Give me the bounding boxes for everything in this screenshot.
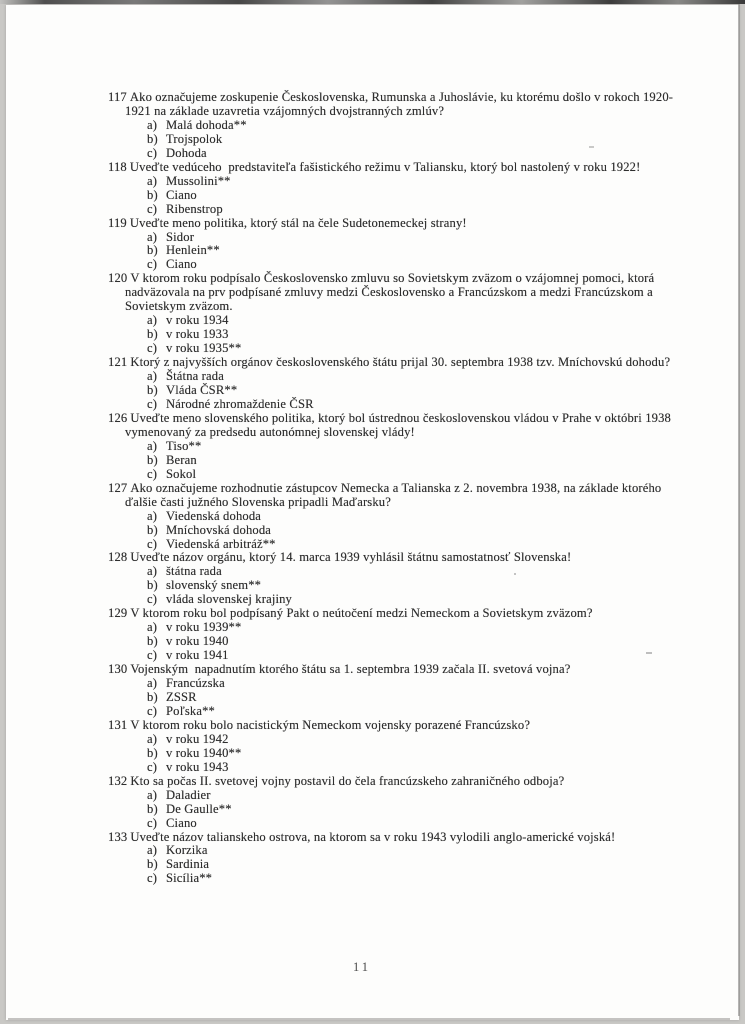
option-letter: b)	[147, 801, 158, 816]
question-line	[108, 831, 733, 845]
option-text: v roku 1935**	[166, 341, 242, 356]
option-row	[108, 733, 733, 747]
option-text: Francúzska	[166, 676, 225, 691]
option-text: v roku 1941	[166, 648, 229, 663]
option-text: Poľska**	[166, 703, 215, 718]
option-letter: c)	[147, 648, 158, 663]
question-item	[108, 272, 733, 356]
option-text: Ciano	[166, 815, 197, 830]
option-letter: a)	[147, 438, 158, 453]
option-row	[108, 761, 733, 775]
option-row	[108, 858, 733, 872]
question-number: 133	[108, 829, 128, 844]
option-letter: c)	[147, 257, 158, 272]
option-letter: b)	[147, 327, 158, 342]
question-number: 118	[108, 159, 127, 174]
page-number: 11	[353, 960, 372, 974]
option-text: v roku 1934	[166, 313, 229, 328]
option-row	[108, 872, 733, 886]
question-line-continuation: vymenovaný za predsedu autonómnej slovenskej vlády!	[125, 424, 415, 439]
question-line	[108, 482, 733, 496]
option-letter: a)	[147, 620, 158, 635]
option-row	[108, 621, 733, 635]
question-line	[108, 719, 733, 733]
question-text: Ako označujeme rozhodnutie zástupcov Nemecka a Talianska z 2. novembra 1938, na základe ktorého	[130, 480, 662, 495]
question-text: Uveďte meno slovenského politika, ktorý bol ústrednou československou vládou v Prahe v októbri 1938	[130, 410, 672, 425]
question-number: 132	[108, 773, 128, 788]
question-line-continuation: Sovietskym zväzom.	[125, 299, 233, 314]
option-letter: b)	[147, 187, 158, 202]
option-text: ZSSR	[166, 689, 197, 704]
question-line-continuation: 1921 na základe uzavretia vzájomných dvojstranných zmlúv?	[125, 103, 445, 118]
option-row	[108, 231, 733, 245]
question-line	[108, 607, 733, 621]
option-row	[108, 133, 733, 147]
option-text: De Gaulle**	[166, 801, 232, 816]
paper	[6, 5, 739, 1020]
question-text: V ktorom roku bolo nacistickým Nemeckom vojensky porazené Francúzsko?	[130, 717, 531, 732]
option-row	[108, 342, 733, 356]
scan-edge-top	[0, 0, 745, 4]
option-letter: a)	[147, 117, 158, 132]
option-letter: c)	[147, 815, 158, 830]
option-row	[108, 468, 733, 482]
option-letter: c)	[147, 396, 158, 411]
question-item	[108, 356, 733, 412]
option-row	[108, 328, 733, 342]
option-row	[108, 314, 733, 328]
option-letter: a)	[147, 313, 158, 328]
option-text: Viedenská dohoda	[166, 508, 262, 523]
scan-speck	[514, 573, 516, 575]
question-line	[108, 551, 733, 565]
option-row	[108, 691, 733, 705]
option-text: Malá dohoda**	[166, 117, 247, 132]
option-text: Ciano	[166, 257, 197, 272]
question-text: Vojenským napadnutím ktorého štátu sa 1. septembra 1939 začala II. svetová vojna?	[130, 662, 571, 677]
question-line	[108, 412, 733, 426]
option-letter: c)	[147, 341, 158, 356]
option-letter: b)	[147, 383, 158, 398]
question-number: 126	[108, 410, 128, 425]
question-line	[108, 217, 733, 231]
option-text: Mníchovská dohoda	[166, 522, 272, 537]
question-number: 129	[108, 606, 128, 621]
question-item	[108, 831, 733, 887]
question-line	[108, 161, 733, 175]
option-text: v roku 1939**	[166, 620, 242, 635]
option-row	[108, 817, 733, 831]
option-letter: c)	[147, 759, 158, 774]
option-letter: a)	[147, 843, 158, 858]
option-letter: b)	[147, 452, 158, 467]
option-letter: a)	[147, 229, 158, 244]
option-text: v roku 1943	[166, 759, 229, 774]
scan-edge-right	[738, 4, 740, 1016]
question-number: 128	[108, 550, 128, 565]
option-text: Dohoda	[166, 145, 207, 160]
option-text: Ribenstrop	[166, 201, 223, 216]
option-letter: c)	[147, 145, 158, 160]
option-letter: c)	[147, 703, 158, 718]
option-letter: a)	[147, 564, 158, 579]
question-number: 120	[108, 271, 128, 286]
option-text: Štátna rada	[166, 369, 224, 384]
question-number: 131	[108, 717, 128, 732]
question-text: Uveďte názov orgánu, ktorý 14. marca 1939 vyhlásil štátnu samostatnosť Slovenska!	[130, 550, 572, 565]
option-text: Daladier	[166, 787, 211, 802]
option-row	[108, 565, 733, 579]
option-text: v roku 1942	[166, 731, 229, 746]
option-text: Sardinia	[166, 857, 210, 872]
option-text: Sokol	[166, 466, 197, 481]
option-letter: a)	[147, 508, 158, 523]
question-text: V ktorom roku bol podpísaný Pakt o neútočení medzi Nemeckom a Sovietskym zväzom?	[130, 606, 593, 621]
option-text: Sicília**	[166, 871, 213, 886]
option-row	[108, 705, 733, 719]
question-number: 130	[108, 662, 128, 677]
question-item	[108, 482, 733, 552]
question-item	[108, 161, 733, 217]
option-text: v roku 1940	[166, 634, 229, 649]
option-row	[108, 454, 733, 468]
option-text: štátna rada	[166, 564, 222, 579]
option-letter: c)	[147, 201, 158, 216]
question-line	[108, 356, 733, 370]
scan-speck	[589, 146, 594, 148]
option-letter: a)	[147, 369, 158, 384]
option-row	[108, 593, 733, 607]
option-text: vláda slovenskej krajiny	[166, 592, 293, 607]
option-row	[108, 370, 733, 384]
option-text: Henlein**	[166, 243, 220, 258]
option-row	[108, 147, 733, 161]
scan-speck	[646, 652, 652, 654]
option-row	[108, 635, 733, 649]
option-row	[108, 244, 733, 258]
question-line-continuation: nadväzovala na prv podpísané zmluvy medzi Československo a Francúzskom a medzi Francúzskom a	[125, 285, 653, 300]
option-row	[108, 203, 733, 217]
option-letter: b)	[147, 243, 158, 258]
option-text: Trojspolok	[166, 131, 223, 146]
question-text: V ktorom roku podpísalo Československo zmluvu so Sovietskym zväzom o vzájomnej pomoci, ktorá	[130, 271, 655, 286]
question-line-continuation: ďalšie časti južného Slovenska pripadli Maďarsku?	[125, 494, 391, 509]
option-letter: a)	[147, 173, 158, 188]
option-row	[108, 398, 733, 412]
option-letter: a)	[147, 787, 158, 802]
option-row	[108, 189, 733, 203]
option-letter: c)	[147, 536, 158, 551]
option-row	[108, 119, 733, 133]
question-text: Uveďte názov talianskeho ostrova, na ktorom sa v roku 1943 vylodili anglo-americké vojská!	[130, 829, 616, 844]
question-number: 127	[108, 480, 128, 495]
option-letter: c)	[147, 592, 158, 607]
question-item	[108, 412, 733, 482]
option-row	[108, 789, 733, 803]
question-number: 119	[108, 215, 127, 230]
option-letter: b)	[147, 745, 158, 760]
option-letter: c)	[147, 871, 158, 886]
option-letter: b)	[147, 578, 158, 593]
option-letter: b)	[147, 522, 158, 537]
question-item	[108, 607, 733, 663]
question-item	[108, 551, 733, 607]
option-text: Beran	[166, 452, 197, 467]
option-letter: b)	[147, 634, 158, 649]
question-text: Ktorý z najvyšších orgánov československého štátu prijal 30. septembra 1938 tzv. Mníchovskú dohodu?	[130, 355, 671, 370]
question-item	[108, 663, 733, 719]
question-list	[108, 91, 733, 886]
question-number: 121	[108, 355, 128, 370]
option-text: Korzika	[166, 843, 208, 858]
question-text: Ako označujeme zoskupenie Československa, Rumunska a Juhoslávie, ku ktorému došlo v rokoch 1920-	[129, 90, 674, 104]
option-row	[108, 384, 733, 398]
option-text: Sidor	[166, 229, 195, 244]
option-row	[108, 747, 733, 761]
option-text: v roku 1933	[166, 327, 229, 342]
option-row	[108, 524, 733, 538]
option-row	[108, 677, 733, 691]
option-row	[108, 175, 733, 189]
question-text: Uveďte vedúceho predstaviteľa fašistického režimu v Taliansku, ktorý bol nastolený v roku 1922!	[129, 159, 641, 174]
option-letter: b)	[147, 857, 158, 872]
question-line	[108, 663, 733, 677]
option-row	[108, 579, 733, 593]
option-letter: b)	[147, 131, 158, 146]
option-letter: c)	[147, 466, 158, 481]
option-row	[108, 440, 733, 454]
option-row	[108, 649, 733, 663]
question-item	[108, 719, 733, 775]
option-text: slovenský snem**	[166, 578, 262, 593]
option-text: Národné zhromaždenie ČSR	[166, 396, 314, 411]
option-letter: a)	[147, 731, 158, 746]
option-text: Viedenská arbitráž**	[166, 536, 276, 551]
option-text: v roku 1940**	[166, 745, 242, 760]
question-item	[108, 775, 733, 831]
option-letter: a)	[147, 676, 158, 691]
question-item	[108, 217, 733, 273]
question-text: Uveďte meno politika, ktorý stál na čele Sudetonemeckej strany!	[129, 215, 467, 230]
option-text: Mussolini**	[166, 173, 231, 188]
scan-edge-bottom	[8, 1018, 730, 1020]
question-item	[108, 91, 733, 161]
option-row	[108, 538, 733, 552]
option-text: Vláda ČSR**	[166, 383, 238, 398]
question-text: Kto sa počas II. svetovej vojny postavil do čela francúzskeho zahraničného odboja?	[130, 773, 565, 788]
option-text: Ciano	[166, 187, 197, 202]
option-row	[108, 803, 733, 817]
question-line	[108, 775, 733, 789]
option-row	[108, 844, 733, 858]
option-letter: b)	[147, 689, 158, 704]
option-row	[108, 510, 733, 524]
question-number: 117	[108, 90, 127, 104]
option-text: Tiso**	[166, 438, 202, 453]
question-line	[108, 91, 733, 105]
